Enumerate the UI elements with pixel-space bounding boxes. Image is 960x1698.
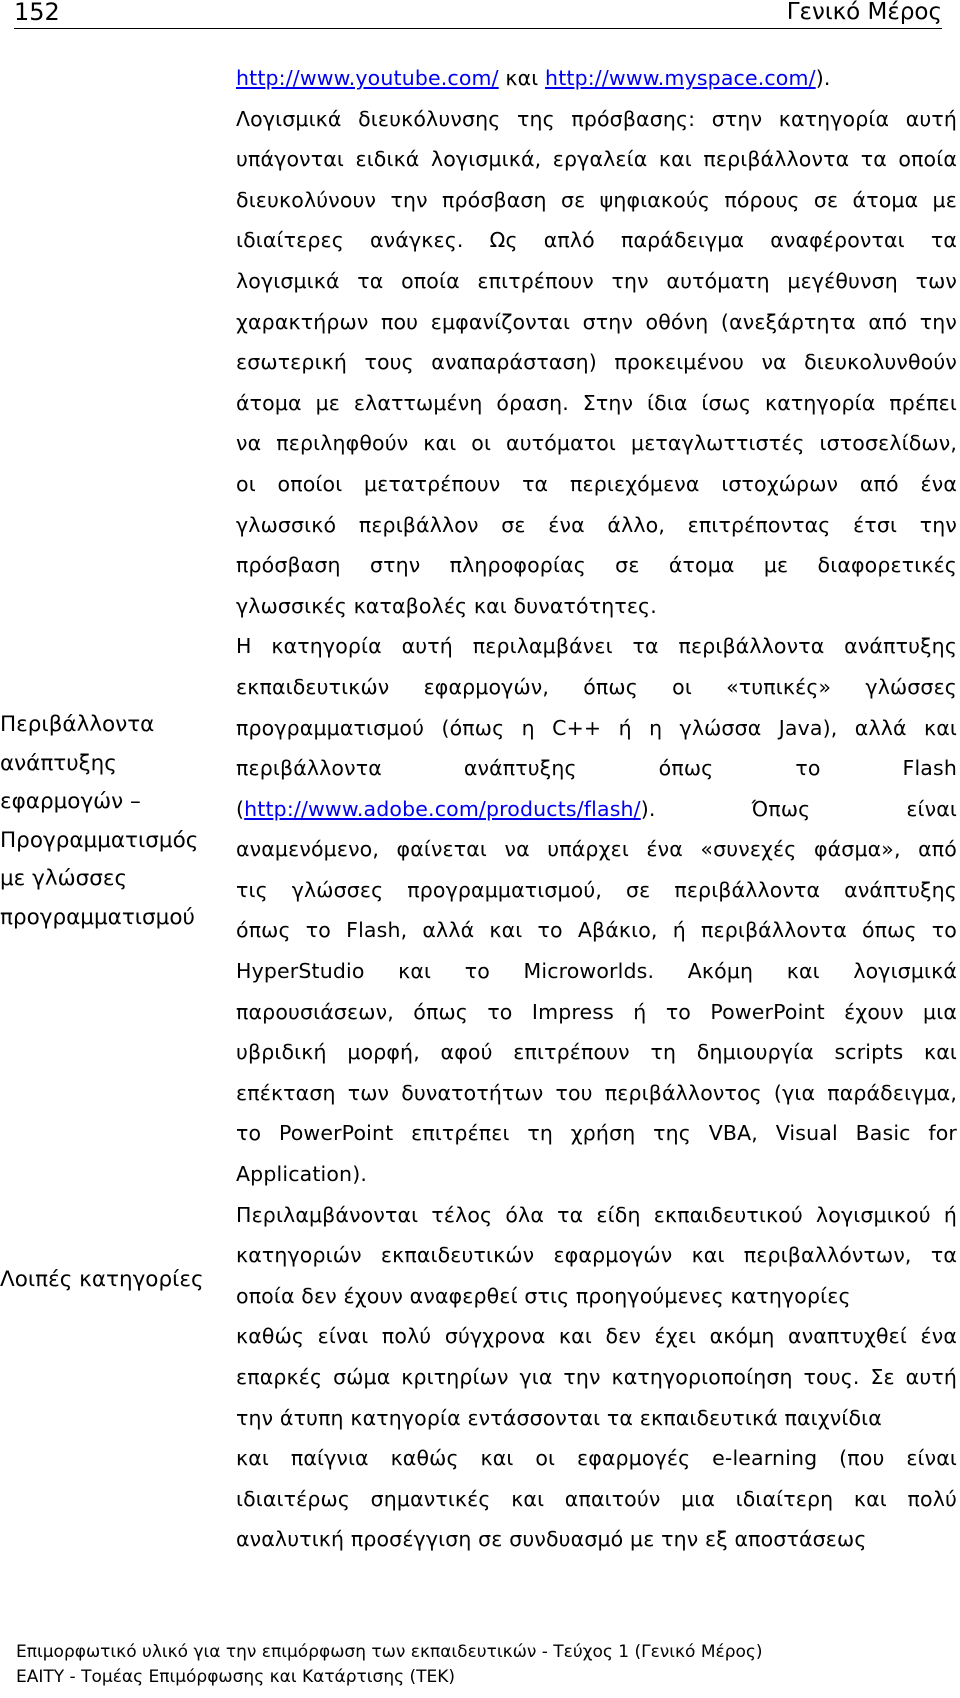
text-line: Λογισμικά διευκόλυνσης της πρόσβασης: στην κατηγορία αυτή bbox=[236, 106, 957, 131]
text-line: επέκταση των δυνατοτήτων του περιβάλλοντος (για παράδειγμα, bbox=[236, 1080, 957, 1105]
text-line: υβριδική μορφή, αφού επιτρέπουν τη δημιουργία scripts και bbox=[236, 1040, 957, 1065]
text-line: κατηγοριών εκπαιδευτικών εφαρμογών και περιβαλλόντων, τα bbox=[236, 1243, 957, 1268]
text-line: τις γλώσσες προγραμματισμού, σε περιβάλλοντα ανάπτυξης bbox=[236, 877, 957, 902]
text-fragment: ). bbox=[815, 66, 831, 90]
text-line: εκπαιδευτικών εφαρμογών, όπως οι «τυπικές» γλώσσες bbox=[236, 674, 957, 699]
text-fragment: ( bbox=[236, 796, 245, 821]
text-line: διευκολύνουν την πρόσβαση σε ψηφιακούς πόρους σε άτομα με bbox=[236, 187, 957, 212]
page-number: 152 bbox=[14, 0, 60, 26]
text-line: επαρκές σώμα κριτηρίων για την κατηγοριοποίηση τους. Σε αυτή bbox=[236, 1365, 957, 1389]
margin-note-line: προγραμματισμού bbox=[0, 904, 195, 930]
margin-note-line: με γλώσσες bbox=[0, 866, 128, 891]
text-line: καθώς είναι πολύ σύγχρονα και δεν έχει ακόμη αναπτυχθεί ένα bbox=[236, 1324, 957, 1349]
margin-note-line: Περιβάλλοντα bbox=[0, 712, 155, 737]
page-footer bbox=[16, 1640, 763, 1690]
text-line: γλωσσικές καταβολές και δυνατότητες. bbox=[236, 593, 657, 618]
text-line: Η κατηγορία αυτή περιλαμβάνει τα περιβάλλοντα ανάπτυξης bbox=[236, 634, 957, 659]
adobe-flash-link[interactable]: http://www.adobe.com/products/flash/ bbox=[244, 796, 641, 821]
text-line: και παίγνια καθώς και οι εφαρμογές e-learning (που είναι bbox=[236, 1446, 957, 1471]
text-line: όπως το Flash, αλλά και το Αβάκιο, ή περιβάλλοντα όπως το bbox=[236, 918, 957, 943]
running-title: Γενικό Μέρος bbox=[786, 0, 942, 25]
margin-note-line: Προγραμματισμός bbox=[0, 827, 199, 853]
body-text bbox=[236, 58, 957, 1560]
text-line: πρόσβαση στην πληροφορίας σε άτομα με διαφορετικές bbox=[236, 553, 957, 578]
text-line: να περιληφθούν και οι αυτόματοι μεταγλωττιστές ιστοσελίδων, bbox=[236, 431, 957, 456]
margin-note-line: ανάπτυξης bbox=[0, 750, 117, 776]
text-line: άτομα με ελαττωμένη όραση. Στην ίδια ίσως κατηγορία πρέπει bbox=[236, 390, 957, 415]
margin-note-environments bbox=[0, 706, 215, 937]
text-line: οι οποίοι μετατρέπουν τα περιεχόμενα ιστοχώρων από ένα bbox=[236, 471, 957, 496]
text-line: περιβάλλοντα ανάπτυξης όπως το Flash bbox=[236, 756, 957, 781]
text-line: αναμενόμενο, φαίνεται να υπάρχει ένα «συνεχές φάσμα», από bbox=[236, 837, 957, 862]
text-line: λογισμικά τα οποία επιτρέπουν την αυτόματη μεγέθυνση των bbox=[236, 268, 957, 293]
text-line: το PowerPoint επιτρέπει τη χρήση της VBA, Visual Basic for bbox=[236, 1121, 957, 1146]
youtube-link[interactable]: http://www.youtube.com/ bbox=[236, 66, 499, 90]
margin-note-line: εφαρμογών – bbox=[0, 789, 141, 814]
text-line: ιδιαιτέρως σημαντικές και απαιτούν μια ιδιαίτερη και πολύ bbox=[236, 1486, 957, 1511]
text-line bbox=[236, 58, 957, 99]
text-line: χαρακτήρων που εμφανίζονται στην οθόνη (ανεξάρτητα από την bbox=[236, 309, 957, 334]
text-fragment: ). Όπως είναι bbox=[640, 796, 957, 821]
page-header bbox=[14, 0, 942, 29]
myspace-link[interactable]: http://www.myspace.com/ bbox=[545, 66, 816, 90]
footer-line: ΕΑΙΤΥ - Τομέας Επιμόρφωσης και Κατάρτισης (ΤΕΚ) bbox=[16, 1667, 456, 1687]
text-line: την άτυπη κατηγορία εντάσσονται τα εκπαιδευτικά παιχνίδια bbox=[236, 1405, 882, 1430]
margin-note-line: Λοιπές κατηγορίες bbox=[0, 1267, 204, 1292]
text-line: προγραμματισμού (όπως η C++ ή η γλώσσα Java), αλλά και bbox=[236, 715, 957, 740]
text-line: γλωσσικό περιβάλλον σε ένα άλλο, επιτρέποντας έτσι την bbox=[236, 512, 957, 537]
text-line: HyperStudio και το Microworlds. Ακόμη και λογισμικά bbox=[236, 959, 957, 984]
text-line: ιδιαίτερες ανάγκες. Ως απλό παράδειγμα αναφέρονται τα bbox=[236, 228, 957, 253]
text-line: Application). bbox=[236, 1162, 368, 1187]
text-line: εσωτερική τους αναπαράσταση) προκειμένου να διευκολυνθούν bbox=[236, 350, 957, 375]
text-line: οποία δεν έχουν αναφερθεί στις προηγούμενες κατηγορίες bbox=[236, 1283, 851, 1308]
text-line: Περιλαμβάνονται τέλος όλα τα είδη εκπαιδευτικού λογισμικού ή bbox=[236, 1202, 957, 1227]
footer-line: Επιμορφωτικό υλικό για την επιμόρφωση των εκπαιδευτικών - Τεύχος 1 (Γενικό Μέρος) bbox=[16, 1642, 763, 1662]
text-line: αναλυτική προσέγγιση σε συνδυασμό με την εξ αποστάσεως bbox=[236, 1527, 867, 1552]
text-fragment: και bbox=[498, 66, 546, 90]
text-line bbox=[236, 789, 957, 830]
text-line: υπάγονται ειδικά λογισμικά, εργαλεία και περιβάλλοντα τα οποία bbox=[236, 147, 957, 172]
text-line: παρουσιάσεων, όπως το Impress ή το PowerPoint έχουν μια bbox=[236, 999, 957, 1024]
margin-note-other bbox=[0, 1261, 215, 1300]
